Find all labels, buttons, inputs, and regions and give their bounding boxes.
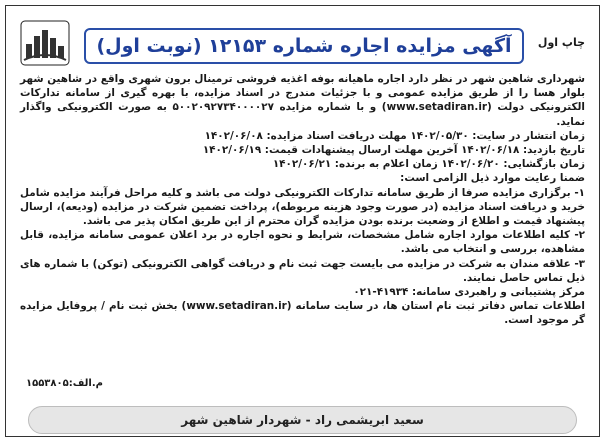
condition-2: ۲- کلیه اطلاعات موارد اجاره شامل مشخصات، شرایط و نحوه اجاره در برد اعلان عمومی سامانه مزایده، قابل مشاهده، بررسی و انتخاب می باشد. [20,229,585,256]
notice-body [20,72,585,328]
signature-footer: سعید ابریشمی راد - شهردار شاهین شهر [28,406,577,434]
ad-code: م.الف:۱۵۵۳۸۰۵ [26,378,103,389]
date-opening: زمان بازگشایی: ۱۴۰۲/۰۶/۲۰ زمان اعلام به برنده: ۱۴۰۲/۰۶/۲۱ [272,158,585,171]
intro-paragraph: شهرداری شاهین شهر در نظر دارد اجاره ماهیانه بوفه اغذیه فروشی ترمینال برون شهری واقع در شاهین شهر بلوار هسا را از طریق مزایده عمومی و با جزئیات مندرج در اسناد مزایده، با بهره گیری از سامانه تدارکات الکترونیکی دولت (www.setadiran.ir) و با شماره مزایده ۵۰۰۲۰۹۲۷۳۴۰۰۰۰۲۷ به صورت الکترونیکی واگذار نماید. [20,73,585,128]
contact-line: اطلاعات تماس دفاتر ثبت نام استان ها، در سایت سامانه (www.setadiran.ir) بخش ثبت نام / پروفایل مزایده گر موجود است. [20,300,585,327]
municipality-logo-icon [20,20,70,66]
date-publish: زمان انتشار در سایت: ۱۴۰۲/۰۵/۳۰ مهلت دریافت اسناد مزایده: ۱۴۰۲/۰۶/۰۸ [204,129,585,142]
notice-title: آگهی مزایده اجاره شماره ۱۲۱۵۳ (نوبت اول) [84,28,524,64]
notice-frame [5,5,600,437]
date-visit: تاریخ بازدید: ۱۴۰۲/۰۶/۱۸ آخرین مهلت ارسال پیشنهادات قیمت: ۱۴۰۲/۰۶/۱۹ [202,144,585,157]
conditions-title: ضمنا رعایت موارد ذیل الزامی است: [400,172,585,185]
support-line: مرکز پشتیبانی و راهبردی سامانه: ۴۱۹۳۴-۰۲۱ [353,286,585,299]
condition-3: ۳- علاقه مندان به شرکت در مزایده می بایست جهت ثبت نام و دریافت گواهی الکترونیکی (توکن) با شماره های ذیل تماس حاصل نمایند. [20,257,585,284]
edition-label: چاپ اول [537,36,585,49]
condition-1: ۱- برگزاری مزایده صرفا از طریق سامانه تدارکات الکترونیکی دولت می باشد و کلیه مراحل فرآیند مزایده شامل خرید و دریافت اسناد مزایده (در صورت وجود هزینه مربوطه)، پرداخت تضمین شرکت در مزایده (ودیعه)، ارسال پیشنهاد قیمت و اطلاع از وضعیت برنده بودن مزایده گران محترم از این طریق امکان پذیر می باشد. [20,186,585,228]
